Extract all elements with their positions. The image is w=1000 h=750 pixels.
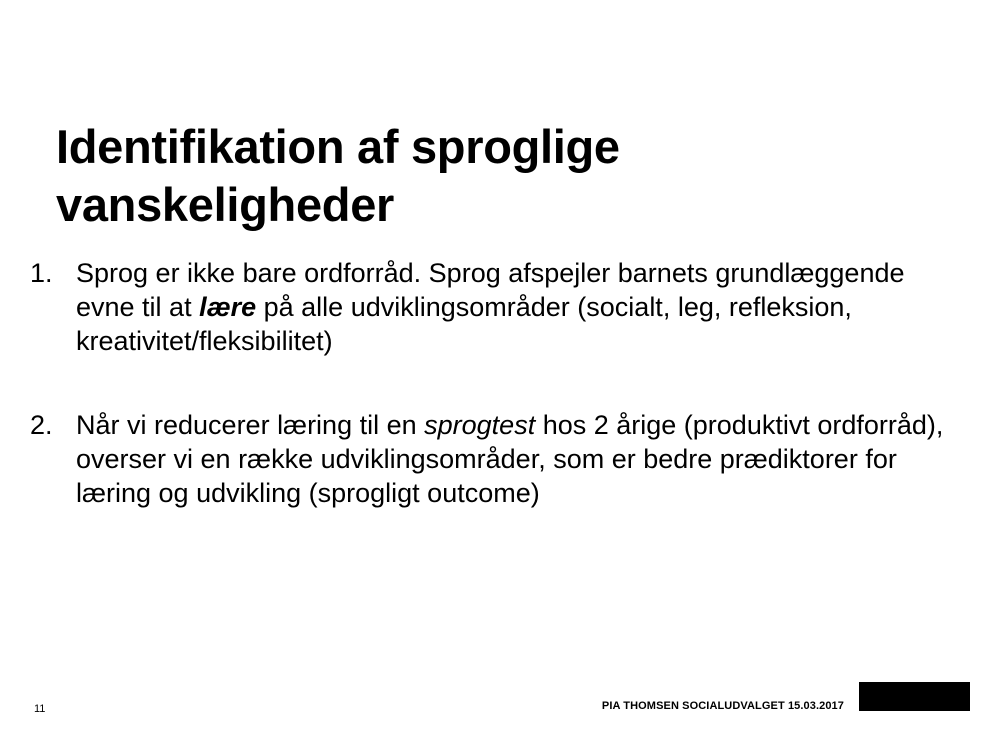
footer-author-text: PIA THOMSEN SOCIALUDVALGET 15.03.2017 <box>601 700 844 712</box>
page-number: 11 <box>34 703 46 715</box>
list-item-1 <box>30 256 970 358</box>
list-item-number: 1. <box>30 258 53 288</box>
numbered-list <box>30 256 970 510</box>
list-item-text: Når vi reducerer læring til en <box>76 410 425 440</box>
slide-title-line-2: vanskeligheder <box>56 178 395 231</box>
list-item-2 <box>30 408 970 510</box>
list-item-text-continued: på alle udviklingsområder (socialt, leg, refleksion, kreativitet/fleksibilitet) <box>76 292 852 356</box>
list-item-text: Sprog er ikke bare ordforråd. Sprog afspejler barnets grundlæggende evne til at <box>76 258 905 322</box>
list-item-text-continued: hos 2 årige (produktivt ordforråd), overser vi en række udviklingsområder, som er bedre prædiktorer for læring og udvikling (sprogligt outcome) <box>76 410 944 508</box>
slide-title-line-1: Identifikation af sproglige <box>56 120 620 173</box>
list-item-emphasis: lære <box>199 292 257 322</box>
list-item-number: 2. <box>30 410 53 440</box>
footer-logo-block <box>859 682 970 711</box>
list-item-emphasis: sprogtest <box>424 410 536 440</box>
slide-title <box>56 118 956 234</box>
